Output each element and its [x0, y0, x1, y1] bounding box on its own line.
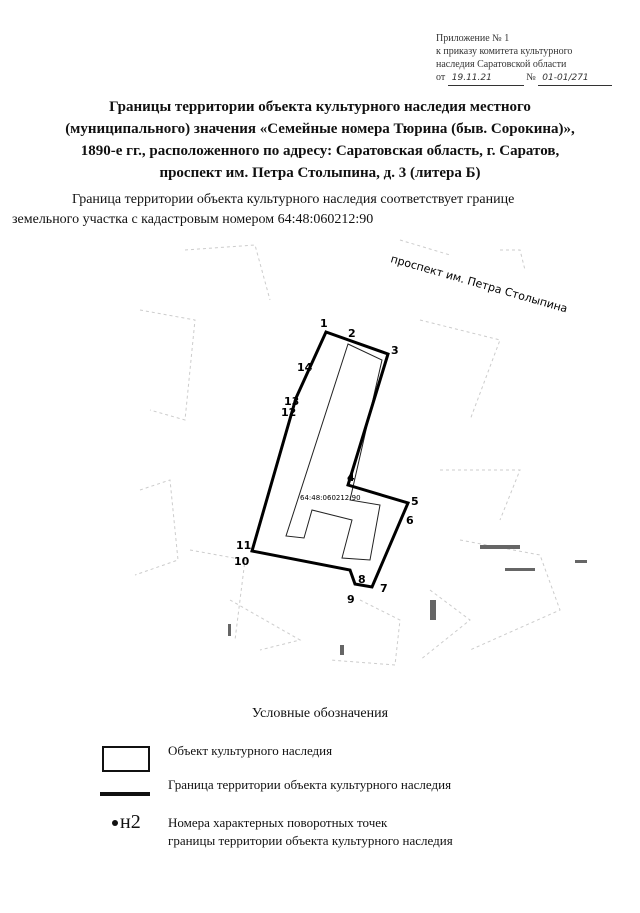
intro-paragraph	[12, 190, 617, 230]
legend-boundary-label: Граница территории объекта культурного наследия	[168, 777, 452, 792]
point-9: 9	[347, 593, 355, 606]
legend-points-line1: Номера характерных поворотных точек	[168, 815, 388, 830]
boundary-point-numbers	[234, 317, 419, 606]
point-5: 5	[411, 495, 419, 508]
legend-points-line2: границы территории объекта культурного наследия	[168, 833, 453, 848]
point-1: 1	[320, 317, 328, 330]
intro-line2: земельного участка с кадастровым номером 64:48:060212:90	[12, 212, 374, 227]
appendix-line3: наследия Саратовской области	[436, 59, 567, 70]
point-10: 10	[234, 555, 250, 568]
appendix-header	[436, 32, 626, 86]
heritage-building-outline	[286, 344, 382, 560]
title-line2: (муниципального) значения «Семейные номера Тюрина (быв. Сорокина)»,	[65, 121, 575, 137]
point-6: 6	[406, 514, 414, 527]
legend-object-symbol	[102, 746, 150, 772]
legend-point-symbol	[112, 812, 141, 832]
from-label: от	[436, 72, 446, 83]
point-14: 14	[297, 361, 313, 374]
point-2: 2	[348, 327, 356, 340]
title-line4: проспект им. Петра Столыпина, д. 3 (литера Б)	[159, 165, 481, 181]
point-12: 12	[281, 406, 297, 419]
order-number: 01-01/271	[538, 72, 612, 86]
street-label: проспект им. Петра Столыпина	[389, 252, 570, 316]
cadastral-number-label: 64:48:060212:90	[300, 494, 361, 502]
order-date: 19.11.21	[448, 72, 524, 86]
document-title	[40, 96, 600, 184]
intro-line1: Граница территории объекта культурного наследия соответствует границе	[72, 192, 515, 207]
appendix-line2: к приказу комитета культурного	[436, 46, 573, 57]
background-dark-marks	[228, 545, 587, 655]
boundary-map	[0, 230, 640, 690]
legend-object-label: Объект культурного наследия	[168, 743, 333, 758]
appendix-date-line	[436, 71, 626, 86]
point-dot-icon	[112, 820, 118, 826]
title-line1: Границы территории объекта культурного наследия местного	[109, 99, 531, 115]
legend-boundary-symbol	[100, 792, 150, 796]
appendix-line1: Приложение № 1	[436, 33, 510, 44]
point-4: 4	[347, 471, 355, 484]
point-8: 8	[358, 573, 366, 586]
point-3: 3	[391, 344, 399, 357]
title-line3: 1890-е гг., расположенного по адресу: Саратовская область, г. Саратов,	[80, 143, 560, 159]
legend-points-label	[168, 814, 453, 850]
heritage-territory-boundary	[252, 332, 408, 587]
legend-point-symbol-text: н2	[120, 811, 141, 833]
legend-title: Условные обозначения	[251, 706, 389, 721]
point-11: 11	[236, 539, 252, 552]
point-13: 13	[284, 395, 300, 408]
number-label: №	[526, 72, 536, 83]
point-7: 7	[380, 582, 388, 595]
